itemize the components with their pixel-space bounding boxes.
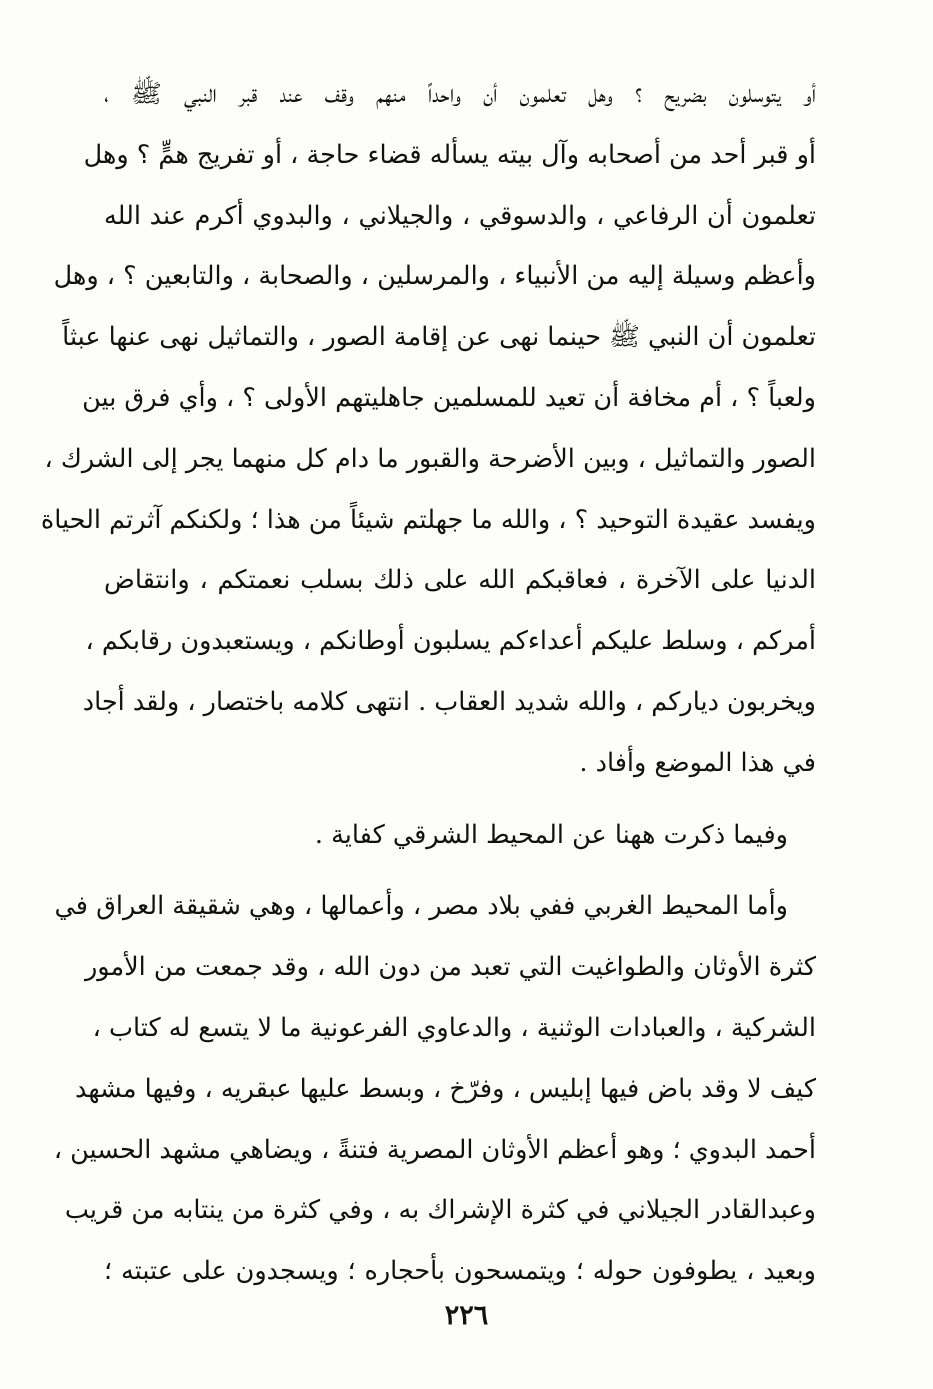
paragraph-gap xyxy=(104,794,816,805)
text-line: تعلمون أن الرفاعي ، والدسوقي ، والجيلاني ، والبدوي أكرم عند الله xyxy=(104,200,816,231)
paragraph xyxy=(53,876,816,1302)
text-line: كيف لا وقد باض فيها إبليس ، وفرّخ ، وبسط عليها عبقريه ، وفيها مشهد xyxy=(75,1073,816,1104)
text-line: وأما المحيط الغربي ففي بلاد مصر ، وأعمالها ، وهي شقيقة العراق في xyxy=(54,891,788,922)
text-line: أحمد البدوي ؛ وهو أعظم الأوثان المصرية فتنةً ، ويضاهي مشهد الحسين ، xyxy=(53,1134,816,1165)
text-line: ولعباً ؟ ، أم مخافة أن تعيد للمسلمين جاهليتهم الأولى ؟ ، وأي فرق بين xyxy=(82,382,816,413)
text-line: أمركم ، وسلط عليكم أعداءكم يسلبون أوطانكم ، ويستعبدون رقابكم ، xyxy=(85,626,816,657)
text-line: أو يتوسلون بضريح ؟ وهل تعلمون أن واحداً منهم وقف عند قبر النبي ﷺ ، xyxy=(104,79,816,109)
text-line: ويخربون دياركم ، والله شديد العقاب . انتهى كلامه باختصار ، ولقد أجاد xyxy=(82,686,816,717)
text-line: أو قبر أحد من أصحابه وآل بيته يسأله قضاء حاجة ، أو تفريج همٍّ ؟ وهل xyxy=(83,139,816,170)
page-number: ٢٢٦ xyxy=(444,1300,489,1331)
text-line: تعلمون أن النبي ﷺ حينما نهى عن إقامة الصور ، والتماثيل نهى عنها عبثاً xyxy=(62,322,816,353)
text-line: الدنيا على الآخرة ، فعاقبكم الله على ذلك بسلب نعمتكم ، وانتقاض xyxy=(104,565,816,596)
text-line: الصور والتماثيل ، وبين الأضرحة والقبور ما دام كل منهما يجر إلى الشرك ، xyxy=(44,443,816,474)
text-line: ويفسد عقيدة التوحيد ؟ ، والله ما جهلتم شيئاً من هذا ؛ ولكنكم آثرتم الحياة xyxy=(40,504,816,535)
body-text xyxy=(40,64,816,1302)
text-line: في هذا الموضع وأفاد . xyxy=(579,747,816,778)
text-line: وعبدالقادر الجيلاني في كثرة الإشراك به ، وفي كثرة من ينتابه من قريب xyxy=(64,1195,816,1226)
paragraph xyxy=(40,64,816,794)
paragraph-gap xyxy=(104,865,816,876)
text-line: وفيما ذكرت ههنا عن المحيط الشرقي كفاية . xyxy=(314,819,788,850)
text-line: الشركية ، والعبادات الوثنية ، والدعاوي الفرعونية ما لا يتسع له كتاب ، xyxy=(92,1012,816,1043)
text-line: وأعظم وسيلة إليه من الأنبياء ، والمرسلين ، والصحابة ، والتابعين ؟ ، وهل xyxy=(53,261,816,292)
paragraph xyxy=(104,805,816,866)
text-line: وبعيد ، يطوفون حوله ؛ ويتمسحون بأحجاره ؛ ويسجدون على عتبته ؛ xyxy=(104,1256,816,1287)
text-line: كثرة الأوثان والطواغيت التي تعبد من دون الله ، وقد جمعت من الأمور xyxy=(84,952,816,983)
